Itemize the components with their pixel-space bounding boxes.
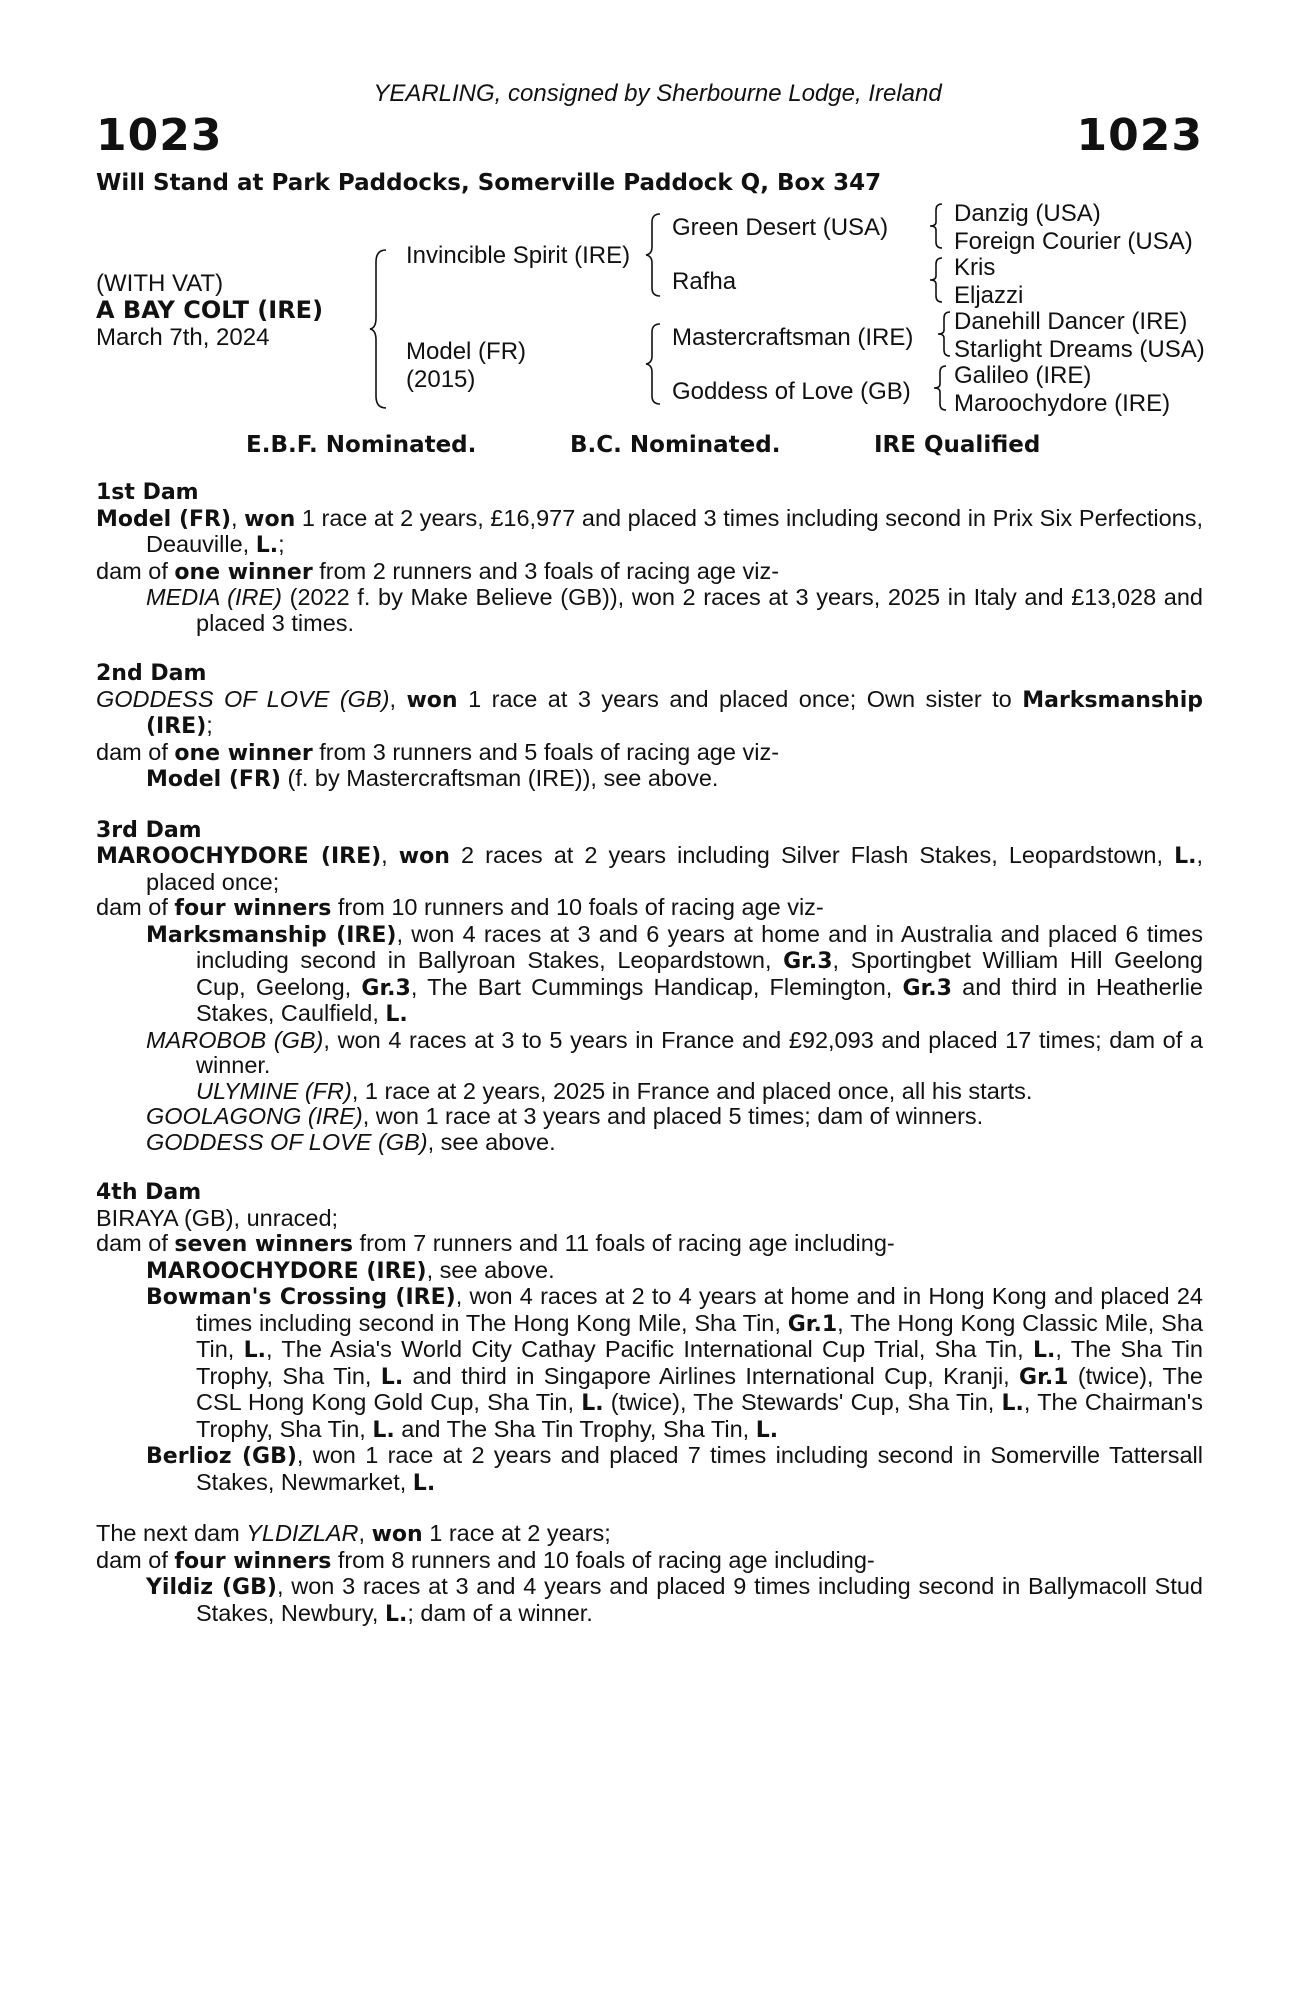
stand-info: Will Stand at Park Paddocks, Somerville Paddock Q, Box 347 <box>96 170 882 196</box>
lot-number-right: 1023 <box>1076 110 1203 161</box>
sire-sire: Green Desert (USA) <box>672 214 889 241</box>
g3-danehill-dancer: Danehill Dancer (IRE) <box>954 308 1188 335</box>
g3-galileo: Galileo (IRE) <box>954 362 1092 389</box>
bc-nomination: B.C. Nominated. <box>570 432 781 458</box>
g3-starlight-dreams: Starlight Dreams (USA) <box>954 336 1205 363</box>
g3-kris: Kris <box>954 254 996 281</box>
ire-qualified: IRE Qualified <box>874 432 1041 458</box>
third-dam-produce-line: dam of four winners from 10 runners and 10 foals of racing age viz- <box>96 894 824 921</box>
horse-name: A BAY COLT (IRE) <box>96 296 324 324</box>
g3-danzig: Danzig (USA) <box>954 200 1101 227</box>
catalogue-body <box>96 480 1203 1652</box>
second-dam-produce-line: dam of one winner from 3 runners and 5 foals of racing age viz- <box>96 738 780 766</box>
progeny-marobob: MAROBOB (GB), won 4 races at 3 to 5 years in France and £92,093 and placed 17 times; dam of a winner. <box>146 1026 1203 1078</box>
second-dam-heading: 2nd Dam <box>96 661 207 686</box>
first-dam-heading: 1st Dam <box>96 480 199 505</box>
fourth-dam-heading: 4th Dam <box>96 1180 202 1205</box>
foaling-date: March 7th, 2024 <box>96 324 270 351</box>
next-dam-produce-line: dam of four winners from 8 runners and 10 foals of racing age including- <box>96 1546 875 1574</box>
progeny-ulymine: ULYMINE (FR), 1 race at 2 years, 2025 in France and placed once, all his starts. <box>196 1077 1033 1104</box>
third-dam-heading: 3rd Dam <box>96 817 202 843</box>
first-dam-record: Model (FR), won 1 race at 2 years, £16,977 and placed 3 times including second in Prix Six Perfections, Deauville, L.; <box>96 504 1203 558</box>
lot-number-left: 1023 <box>96 110 223 161</box>
progeny-maroochydore: MAROOCHYDORE (IRE), see above. <box>146 1256 555 1284</box>
fourth-dam-produce-line: dam of seven winners from 7 runners and 11 foals of racing age including- <box>96 1230 895 1257</box>
progeny-marksmanship: Marksmanship (IRE), won 4 races at 3 and 6 years at home and in Australia and placed 6 times including second in Ballyroan Stakes, Leopardstown, Gr.3, Sportingbet William Hill Geelong Cup, Geelong, Gr.3, The Bart Cummings Handicap, Flemington, Gr.3 and third in Heatherlie Stakes, Caulfield, L. <box>146 920 1204 1027</box>
brace-g1 <box>926 202 946 250</box>
fourth-dam-section <box>96 1180 1203 1496</box>
progeny-bowmans-crossing: Bowman's Crossing (IRE), won 4 races at 2 to 4 years at home and in Hong Kong and placed 24 times including second in The Hong Kong Mile, Sha Tin, Gr.1, The Hong Kong Classic Mile, Sha Tin, L., The Asia's World City Cathay Pacific International Cup Trial, Sha Tin, L., The Sha Tin Trophy, Sha Tin, L. and third in Singapore Airlines International Cup, Kranji, Gr.1 (twice), The CSL Hong Kong Gold Cup, Sha Tin, L. (twice), The Stewards' Cup, Sha Tin, L., The Chairman's Trophy, Sha Tin, L. and The Sha Tin Trophy, Sha Tin, L. <box>146 1283 1203 1443</box>
third-dam-section <box>96 818 1203 1156</box>
next-dam-record: The next dam YLDIZLAR, won 1 race at 2 years; <box>96 1520 611 1547</box>
brace-sire <box>640 212 664 298</box>
dam-year: (2015) <box>406 366 476 393</box>
progeny-model: Model (FR) (f. by Mastercraftsman (IRE)), see above. <box>146 765 719 792</box>
first-dam-produce-line: dam of one winner from 2 runners and 3 foals of racing age viz- <box>96 557 780 585</box>
first-dam-name: Model (FR) <box>96 506 232 532</box>
brace-g4 <box>930 364 950 412</box>
progeny-goolagong: GOOLAGONG (IRE), won 1 race at 3 years and placed 5 times; dam of winners. <box>146 1103 984 1129</box>
g3-foreign-courier: Foreign Courier (USA) <box>954 228 1193 255</box>
dam-name: Model (FR) <box>406 338 527 365</box>
dam-dam: Goddess of Love (GB) <box>672 378 911 405</box>
brace-dam <box>640 322 664 406</box>
dam-sire: Mastercraftsman (IRE) <box>672 324 914 351</box>
first-dam-section <box>96 480 1203 636</box>
consignment-line: YEARLING, consigned by Sherbourne Lodge, Ireland <box>373 80 942 107</box>
progeny-goddess-of-love: GODDESS OF LOVE (GB), see above. <box>146 1128 556 1155</box>
brace-main <box>368 248 392 410</box>
sire-name: Invincible Spirit (IRE) <box>406 242 631 269</box>
second-dam-section <box>96 661 1203 793</box>
progeny-yildiz: Yildiz (GB), won 3 races at 3 and 4 years and placed 9 times including second in Ballymacoll Stud Stakes, Newbury, L.; dam of a winner. <box>146 1573 1203 1627</box>
third-dam-name: MAROOCHYDORE (IRE) <box>96 844 382 869</box>
second-dam-record: GODDESS OF LOVE (GB), won 1 race at 3 years and placed once; Own sister to Marksmanship (IRE); <box>96 685 1204 739</box>
next-dam-section <box>96 1521 1203 1627</box>
progeny-media: MEDIA (IRE) (2022 f. by Make Believe (GB)), won 2 races at 3 years, 2025 in Italy and £13,028 and placed 3 times. <box>146 584 1203 636</box>
third-dam-record: MAROOCHYDORE (IRE), won 2 races at 2 years including Silver Flash Stakes, Leopardstown, L., placed once; <box>96 842 1203 895</box>
vat-label: (WITH VAT) <box>96 270 224 297</box>
brace-g2 <box>926 256 946 304</box>
fourth-dam-record: BIRAYA (GB), unraced; <box>96 1204 339 1231</box>
brace-g3 <box>934 310 954 358</box>
sire-dam: Rafha <box>672 268 737 295</box>
second-dam-name: GODDESS OF LOVE (GB) <box>96 685 390 712</box>
progeny-berlioz: Berlioz (GB), won 1 race at 2 years and placed 7 times including second in Somerville Tattersall Stakes, Newmarket, L. <box>146 1442 1203 1496</box>
g3-eljazzi: Eljazzi <box>954 282 1024 309</box>
g3-maroochydore: Maroochydore (IRE) <box>954 390 1171 417</box>
ebf-nomination: E.B.F. Nominated. <box>246 432 477 458</box>
